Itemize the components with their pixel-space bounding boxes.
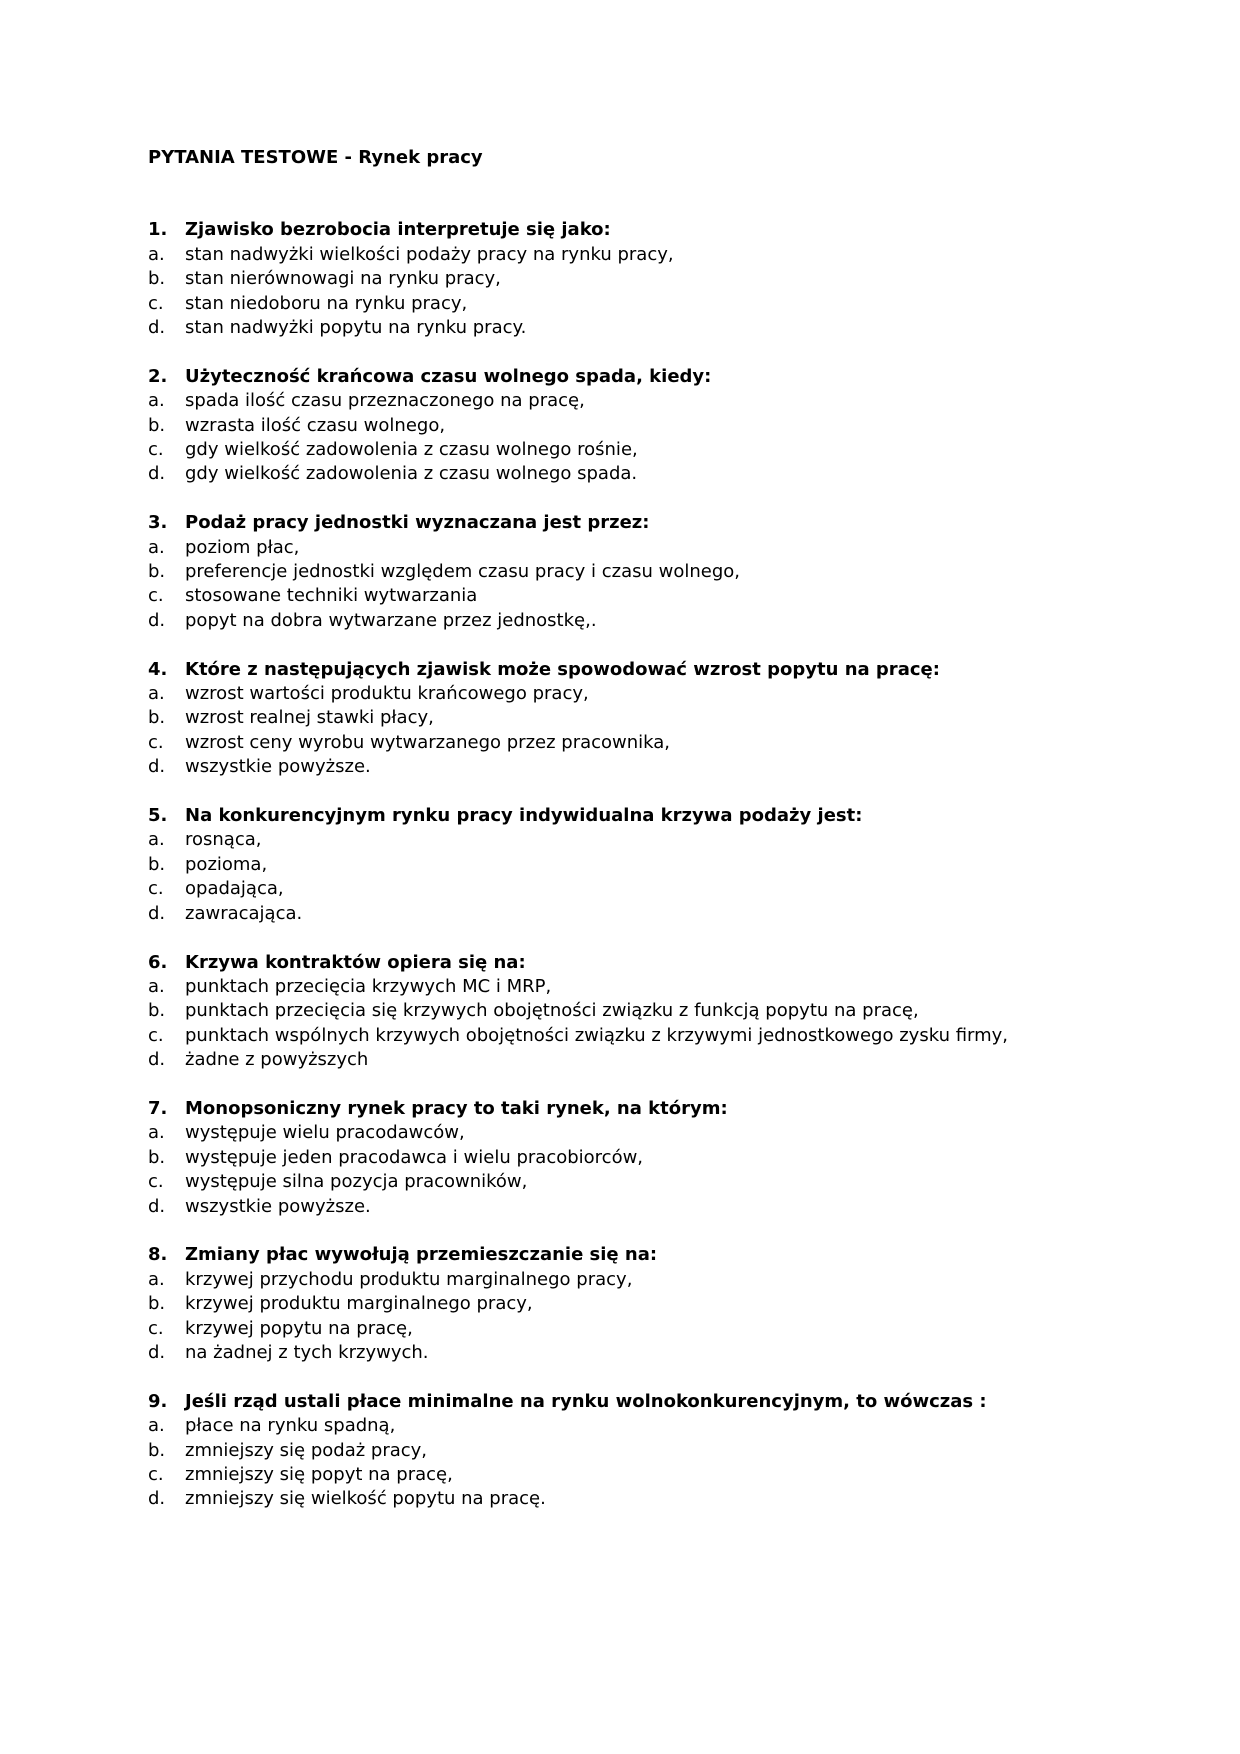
answer-option (148, 975, 1088, 999)
question-text: Zmiany płac wywołują przemieszczanie się na: (185, 1244, 658, 1266)
document-page (148, 146, 1088, 1536)
answer-option (148, 243, 1088, 267)
answer-option (148, 999, 1088, 1023)
answer-letter: b. (148, 1146, 166, 1168)
answer-option (148, 1317, 1088, 1341)
answer-letter: a. (148, 683, 165, 705)
answer-text: punktach wspólnych krzywych obojętności związku z krzywymi jednostkowego zysku firmy, (185, 1024, 1009, 1046)
question-item (148, 511, 1088, 633)
answer-text: na żadnej z tych krzywych. (185, 1341, 429, 1363)
answer-letter: d. (148, 609, 166, 631)
question-number: 1. (148, 219, 168, 241)
answer-letter: b. (148, 268, 166, 290)
question-number: 7. (148, 1097, 168, 1119)
question-heading (148, 365, 1088, 389)
answer-letter: d. (148, 317, 166, 339)
answer-letter: c. (148, 1317, 164, 1339)
answer-option (148, 682, 1088, 706)
answer-text: popyt na dobra wytwarzane przez jednostkę,. (185, 609, 597, 631)
answer-letter: c. (148, 1463, 164, 1485)
answer-text: rosnąca, (185, 829, 262, 851)
question-item (148, 1390, 1088, 1512)
answer-text: stan nadwyżki wielkości podaży pracy na rynku pracy, (185, 243, 674, 265)
question-heading (148, 658, 1088, 682)
answer-option (148, 1024, 1088, 1048)
answer-text: wzrost realnej stawki płacy, (185, 707, 434, 729)
answer-text: pozioma, (185, 853, 268, 875)
answer-option (148, 609, 1088, 633)
question-text: Podaż pracy jednostki wyznaczana jest przez: (185, 512, 650, 534)
answer-text: krzywej przychodu produktu marginalnego pracy, (185, 1268, 633, 1290)
answer-letter: d. (148, 1488, 166, 1510)
question-text: Monopsoniczny rynek pracy to taki rynek, na którym: (185, 1097, 728, 1119)
question-number: 2. (148, 365, 168, 387)
answer-option (148, 389, 1088, 413)
answer-option (148, 1414, 1088, 1438)
answer-text: płace na rynku spadną, (185, 1415, 396, 1437)
question-number: 3. (148, 512, 168, 534)
answer-letter: b. (148, 707, 166, 729)
answer-letter: d. (148, 1049, 166, 1071)
answer-text: gdy wielkość zadowolenia z czasu wolnego spada. (185, 463, 638, 485)
question-heading (148, 804, 1088, 828)
answer-letter: d. (148, 463, 166, 485)
answer-letter: c. (148, 878, 164, 900)
answer-option (148, 1439, 1088, 1463)
answer-option (148, 1146, 1088, 1170)
answer-text: punktach przecięcia krzywych MC i MRP, (185, 975, 552, 997)
question-item (148, 218, 1088, 340)
answer-option (148, 828, 1088, 852)
answer-option (148, 1463, 1088, 1487)
answer-option (148, 316, 1088, 340)
answer-text: występuje silna pozycja pracowników, (185, 1171, 528, 1193)
answer-letter: a. (148, 1415, 165, 1437)
answer-text: wzrasta ilość czasu wolnego, (185, 414, 446, 436)
question-text: Na konkurencyjnym rynku pracy indywidualna krzywa podaży jest: (185, 805, 863, 827)
question-heading (148, 218, 1088, 242)
answer-text: poziom płac, (185, 536, 300, 558)
answer-option (148, 292, 1088, 316)
question-item (148, 951, 1088, 1073)
answer-letter: c. (148, 585, 164, 607)
question-number: 5. (148, 805, 168, 827)
answer-letter: b. (148, 1439, 166, 1461)
answer-text: żadne z powyższych (185, 1049, 369, 1071)
question-text: Krzywa kontraktów opiera się na: (185, 951, 526, 973)
answer-text: wzrost ceny wyrobu wytwarzanego przez pracownika, (185, 731, 671, 753)
answer-letter: c. (148, 731, 164, 753)
answer-option (148, 584, 1088, 608)
answer-letter: d. (148, 1195, 166, 1217)
answer-text: zmniejszy się wielkość popytu na pracę. (185, 1488, 546, 1510)
answer-letter: b. (148, 1000, 166, 1022)
question-text: Które z następujących zjawisk może spowodować wzrost popytu na pracę: (185, 658, 940, 680)
answer-text: gdy wielkość zadowolenia z czasu wolnego rośnie, (185, 439, 638, 461)
answer-text: opadająca, (185, 878, 284, 900)
answer-text: stan niedoboru na rynku pracy, (185, 292, 468, 314)
answer-text: krzywej produktu marginalnego pracy, (185, 1293, 533, 1315)
answer-letter: a. (148, 1122, 165, 1144)
answer-text: wszystkie powyższe. (185, 1195, 371, 1217)
answer-option (148, 1121, 1088, 1145)
answer-text: preferencje jednostki względem czasu pracy i czasu wolnego, (185, 561, 741, 583)
answer-text: wszystkie powyższe. (185, 756, 371, 778)
answer-letter: a. (148, 975, 165, 997)
answer-option (148, 536, 1088, 560)
answer-option (148, 438, 1088, 462)
answer-letter: d. (148, 902, 166, 924)
answer-letter: b. (148, 853, 166, 875)
question-text: Zjawisko bezrobocia interpretuje się jako: (185, 219, 611, 241)
question-text: Użyteczność krańcowa czasu wolnego spada, kiedy: (185, 365, 712, 387)
answer-text: zawracająca. (185, 902, 303, 924)
answer-letter: c. (148, 439, 164, 461)
question-number: 4. (148, 658, 168, 680)
document-title: PYTANIA TESTOWE - Rynek pracy (148, 147, 483, 168)
answer-letter: c. (148, 1024, 164, 1046)
answer-text: wzrost wartości produktu krańcowego pracy, (185, 683, 589, 705)
answer-option (148, 560, 1088, 584)
question-heading (148, 951, 1088, 975)
answer-option (148, 462, 1088, 486)
answer-text: punktach przecięcia się krzywych obojętności związku z funkcją popytu na pracę, (185, 1000, 919, 1022)
answer-letter: d. (148, 1341, 166, 1363)
question-number: 9. (148, 1390, 168, 1412)
question-heading (148, 511, 1088, 535)
answer-letter: a. (148, 1268, 165, 1290)
answer-letter: b. (148, 414, 166, 436)
answer-option (148, 731, 1088, 755)
answer-option (148, 414, 1088, 438)
answer-letter: d. (148, 756, 166, 778)
answer-text: występuje wielu pracodawców, (185, 1122, 465, 1144)
answer-letter: b. (148, 1293, 166, 1315)
answer-text: występuje jeden pracodawca i wielu pracobiorców, (185, 1146, 644, 1168)
answer-letter: b. (148, 561, 166, 583)
answer-text: krzywej popytu na pracę, (185, 1317, 413, 1339)
answer-option (148, 1341, 1088, 1365)
answer-text: zmniejszy się popyt na pracę, (185, 1463, 453, 1485)
answer-letter: c. (148, 292, 164, 314)
answer-letter: c. (148, 1171, 164, 1193)
question-list (148, 218, 1088, 1511)
question-item (148, 1097, 1088, 1219)
answer-option (148, 1195, 1088, 1219)
answer-text: stan nadwyżki popytu na rynku pracy. (185, 317, 527, 339)
question-heading (148, 1097, 1088, 1121)
answer-letter: a. (148, 536, 165, 558)
answer-option (148, 1170, 1088, 1194)
answer-text: stosowane techniki wytwarzania (185, 585, 478, 607)
question-item (148, 658, 1088, 780)
answer-option (148, 1292, 1088, 1316)
answer-letter: a. (148, 243, 165, 265)
question-number: 6. (148, 951, 168, 973)
answer-letter: a. (148, 390, 165, 412)
answer-option (148, 267, 1088, 291)
answer-option (148, 1048, 1088, 1072)
answer-option (148, 853, 1088, 877)
question-text: Jeśli rząd ustali płace minimalne na rynku wolnokonkurencyjnym, to wówczas : (185, 1390, 987, 1412)
answer-option (148, 902, 1088, 926)
answer-option (148, 1487, 1088, 1511)
answer-option (148, 755, 1088, 779)
answer-letter: a. (148, 829, 165, 851)
answer-option (148, 706, 1088, 730)
answer-option (148, 877, 1088, 901)
question-item (148, 804, 1088, 926)
question-number: 8. (148, 1244, 168, 1266)
question-item (148, 1243, 1088, 1365)
answer-text: spada ilość czasu przeznaczonego na pracę, (185, 390, 585, 412)
answer-text: zmniejszy się podaż pracy, (185, 1439, 428, 1461)
question-heading (148, 1390, 1088, 1414)
question-item (148, 365, 1088, 487)
answer-option (148, 1268, 1088, 1292)
answer-text: stan nierównowagi na rynku pracy, (185, 268, 501, 290)
question-heading (148, 1243, 1088, 1267)
